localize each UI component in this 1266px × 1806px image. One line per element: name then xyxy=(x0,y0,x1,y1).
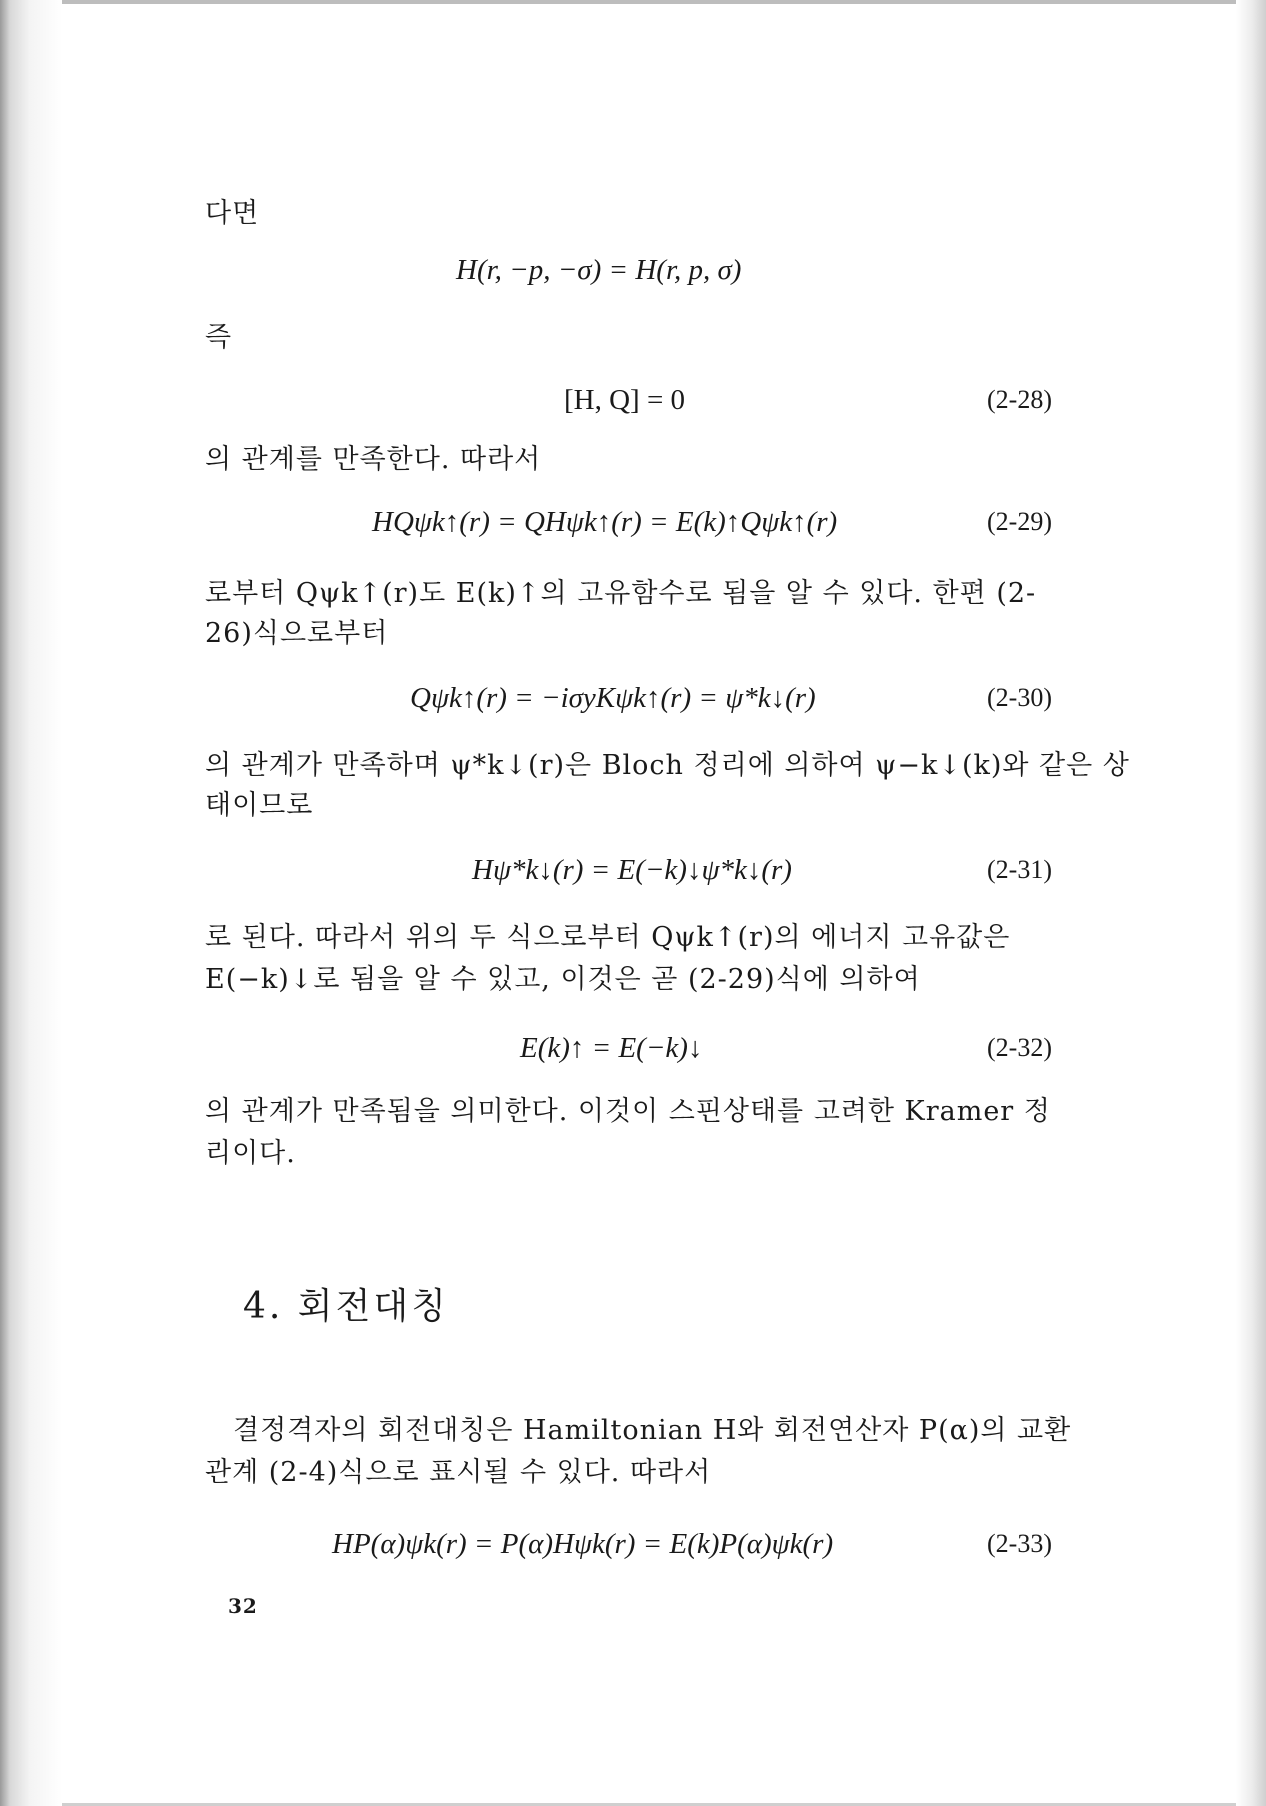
section-heading: 4. 회전대칭 xyxy=(243,1286,449,1327)
equation-number: (2-31) xyxy=(987,855,1052,884)
equation-number: (2-33) xyxy=(987,1529,1052,1558)
text-line: 의 관계가 만족됨을 의미한다. 이것이 스핀상태를 고려한 Kramer 정 xyxy=(205,1096,1051,1127)
equation: E(k)↑ = E(−k)↓ xyxy=(520,1032,703,1064)
text-line: E(−k)↓로 됨을 알 수 있고, 이것은 곧 (2-29)식에 의하여 xyxy=(205,964,921,995)
text-line: 26)식으로부터 xyxy=(205,618,389,649)
text-line: 리이다. xyxy=(205,1138,296,1169)
text-line: 로부터 Qψk↑(r)도 E(k)↑의 고유함수로 됨을 알 수 있다. 한편 (2- xyxy=(205,578,1037,609)
equation: Hψ*k↓(r) = E(−k)↓ψ*k↓(r) xyxy=(472,854,792,886)
text-line: 다면 xyxy=(205,198,260,229)
equation: [H, Q] = 0 xyxy=(564,384,686,416)
text-line: 태이므로 xyxy=(205,790,314,821)
page-edge-top xyxy=(62,0,1236,4)
equation: HQψk↑(r) = QHψk↑(r) = E(k)↑Qψk↑(r) xyxy=(372,506,838,538)
text-line: 즉 xyxy=(205,322,233,353)
equation: H(r, −p, −σ) = H(r, p, σ) xyxy=(456,254,742,286)
text-line: 로 된다. 따라서 위의 두 식으로부터 Qψk↑(r)의 에너지 고유값은 xyxy=(205,922,1011,953)
page-shadow-right xyxy=(1236,0,1266,1806)
equation-number: (2-32) xyxy=(987,1033,1052,1062)
equation-number: (2-28) xyxy=(987,385,1052,414)
equation: HP(α)ψk(r) = P(α)Hψk(r) = E(k)P(α)ψk(r) xyxy=(332,1528,834,1560)
equation: Qψk↑(r) = −iσyKψk↑(r) = ψ*k↓(r) xyxy=(410,682,816,714)
equation-number: (2-30) xyxy=(987,683,1052,712)
text-line: 의 관계가 만족하며 ψ*k↓(r)은 Bloch 정리에 의하여 ψ−k↓(k)와 같은 상 xyxy=(205,750,1130,781)
text-line: 결정격자의 회전대칭은 Hamiltonian H와 회전연산자 P(α)의 교환 xyxy=(233,1415,1072,1446)
page-number: 32 xyxy=(228,1594,258,1618)
page-shadow-left xyxy=(0,0,62,1806)
equation-number: (2-29) xyxy=(987,507,1052,536)
text-line: 관계 (2-4)식으로 표시될 수 있다. 따라서 xyxy=(205,1457,712,1488)
text-line: 의 관계를 만족한다. 따라서 xyxy=(205,444,542,475)
